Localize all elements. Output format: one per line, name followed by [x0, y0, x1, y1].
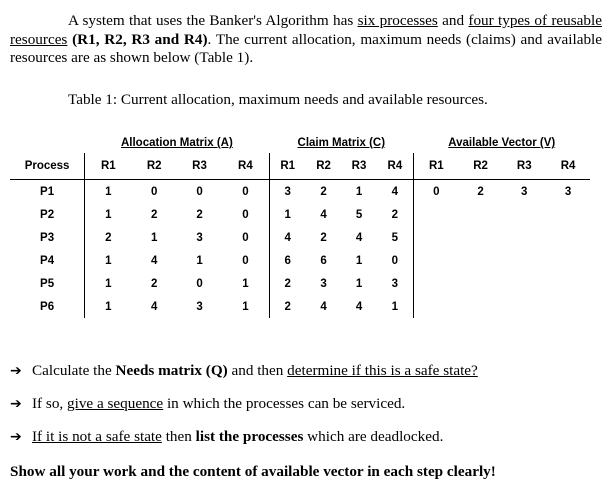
claim-cell: 4 [320, 208, 327, 221]
final-instruction: Show all your work and the content of available vector in each step clearly! [10, 463, 496, 480]
available-cell [546, 272, 590, 295]
text: and [437, 12, 469, 29]
group-header-row [10, 133, 590, 153]
claim-cell: 1 [269, 203, 306, 226]
bold-list-processes: list the processes [195, 428, 304, 445]
claim-cell: 5 [391, 231, 399, 244]
claim-cell: 4 [320, 300, 327, 313]
available-cell [502, 295, 546, 318]
bold-needs-matrix: Needs matrix (Q) [115, 362, 228, 379]
allocation-cell: 2 [85, 226, 132, 249]
allocation-cell: 1 [242, 277, 249, 290]
available-cell [502, 249, 546, 272]
available-cell [413, 249, 458, 272]
claim-cell: 2 [391, 208, 399, 221]
process-cell: P5 [40, 277, 55, 290]
claim-cell: 6 [269, 249, 306, 272]
available-cell: 3 [521, 185, 528, 198]
available-header-r4: R4 [546, 153, 590, 180]
resource-table [10, 133, 590, 318]
claim-cell: 6 [320, 254, 327, 267]
bold-resource-list: (R1, R2, R3 and R4) [72, 30, 208, 48]
allocation-cell: 1 [85, 180, 132, 204]
claim-cell: 4 [355, 231, 363, 244]
allocation-cell: 0 [242, 208, 249, 221]
table-caption: Table 1: Current allocation, maximum needs and available resources. [68, 91, 488, 108]
available-vector-title [413, 133, 590, 153]
allocation-cell: 0 [150, 185, 158, 198]
claim-cell: 2 [320, 185, 327, 198]
underlined-six-processes: six processes [357, 12, 438, 29]
allocation-cell: 1 [85, 295, 132, 318]
allocation-cell: 1 [150, 231, 158, 244]
available-cell [413, 295, 458, 318]
underlined-safe-state-question: determine if this is a safe state? [287, 362, 478, 379]
empty-cell [10, 133, 85, 153]
claim-cell: 4 [355, 300, 363, 313]
claim-matrix-title [269, 133, 413, 153]
available-cell: 3 [564, 185, 572, 198]
claim-cell: 1 [355, 185, 363, 198]
process-cell: P6 [40, 300, 55, 313]
claim-cell: 0 [391, 254, 399, 267]
underlined-give-sequence: give a sequence [67, 395, 164, 412]
allocation-header-r3: R3 [177, 153, 222, 180]
available-cell [413, 272, 458, 295]
arrow-icon: ➔ [10, 429, 22, 445]
allocation-cell: 0 [242, 254, 249, 267]
claim-cell: 3 [269, 180, 306, 204]
available-cell [546, 249, 590, 272]
available-header-r2: R2 [459, 153, 503, 180]
claim-cell: 3 [391, 277, 399, 290]
allocation-title-text: Allocation Matrix (A) [120, 137, 233, 149]
question-2 [10, 394, 478, 427]
text: A system that uses the Banker's Algorithm has [68, 12, 358, 29]
claim-cell: 5 [355, 208, 363, 221]
available-cell [413, 203, 458, 226]
available-cell [459, 249, 503, 272]
arrow-icon: ➔ [10, 396, 22, 412]
available-cell [502, 203, 546, 226]
question-1 [10, 361, 478, 394]
process-cell: P1 [40, 185, 55, 198]
claim-cell: 2 [320, 231, 327, 244]
process-cell: P2 [40, 208, 55, 221]
available-title-text: Available Vector (V) [448, 137, 556, 149]
allocation-header-r4: R4 [222, 153, 269, 180]
allocation-header-r1: R1 [85, 153, 132, 180]
process-cell: P3 [40, 231, 55, 244]
claim-cell: 4 [391, 185, 399, 198]
available-cell: 2 [477, 185, 484, 198]
problem-statement [10, 12, 602, 68]
claim-cell: 2 [269, 295, 306, 318]
available-cell: 0 [413, 180, 458, 204]
available-header-r3: R3 [502, 153, 546, 180]
allocation-cell: 3 [196, 300, 203, 313]
allocation-cell: 2 [150, 277, 158, 290]
allocation-matrix-title [85, 133, 269, 153]
available-cell [502, 226, 546, 249]
allocation-cell: 0 [196, 277, 203, 290]
process-header: Process [10, 153, 85, 180]
allocation-cell: 1 [242, 300, 249, 313]
table-row [10, 272, 590, 295]
allocation-cell: 0 [242, 185, 249, 198]
available-cell [546, 203, 590, 226]
table-row [10, 203, 590, 226]
column-header-row [10, 153, 590, 180]
allocation-cell: 2 [196, 208, 203, 221]
allocation-cell: 0 [242, 231, 249, 244]
allocation-cell: 1 [85, 272, 132, 295]
text: then [161, 428, 196, 445]
claim-cell: 3 [320, 277, 327, 290]
available-cell [546, 226, 590, 249]
claim-header-r1: R1 [269, 153, 306, 180]
allocation-cell: 1 [196, 254, 203, 267]
allocation-cell: 0 [196, 185, 203, 198]
allocation-cell: 1 [85, 203, 132, 226]
claim-header-r3: R3 [341, 153, 376, 180]
question-3 [10, 427, 478, 460]
claim-cell: 2 [269, 272, 306, 295]
claim-header-r4: R4 [377, 153, 414, 180]
available-cell [459, 226, 503, 249]
table-row [10, 249, 590, 272]
arrow-icon: ➔ [10, 363, 22, 379]
available-cell [459, 203, 503, 226]
available-cell [459, 295, 503, 318]
text: which are deadlocked. [303, 428, 444, 445]
questions [10, 361, 478, 460]
underlined-resource-types: four types of reusable resources [10, 12, 602, 48]
process-cell: P4 [40, 254, 55, 267]
text: If so, [32, 395, 68, 412]
available-cell [546, 295, 590, 318]
allocation-cell: 4 [150, 254, 158, 267]
claim-header-r2: R2 [306, 153, 341, 180]
claim-cell: 1 [355, 254, 363, 267]
available-header-r1: R1 [413, 153, 458, 180]
available-cell [502, 272, 546, 295]
available-cell [413, 226, 458, 249]
allocation-cell: 4 [150, 300, 158, 313]
available-cell [459, 272, 503, 295]
table-row [10, 295, 590, 318]
allocation-cell: 3 [196, 231, 203, 244]
table-row [10, 180, 590, 204]
underlined-not-safe-state: If it is not a safe state [32, 428, 162, 445]
text: Calculate the [32, 362, 116, 379]
claim-cell: 4 [269, 226, 306, 249]
claim-cell: 1 [391, 300, 399, 313]
table-row [10, 226, 590, 249]
allocation-cell: 1 [85, 249, 132, 272]
text: and then [227, 362, 288, 379]
text: . The current allocation, maximum needs (claims) and available resources are as shown below (Table 1). [10, 30, 603, 66]
claim-cell: 1 [355, 277, 363, 290]
allocation-header-r2: R2 [132, 153, 177, 180]
allocation-cell: 2 [150, 208, 158, 221]
problem-paragraph [10, 12, 602, 68]
claim-title-text: Claim Matrix (C) [297, 137, 386, 149]
text: in which the processes can be serviced. [163, 395, 406, 412]
